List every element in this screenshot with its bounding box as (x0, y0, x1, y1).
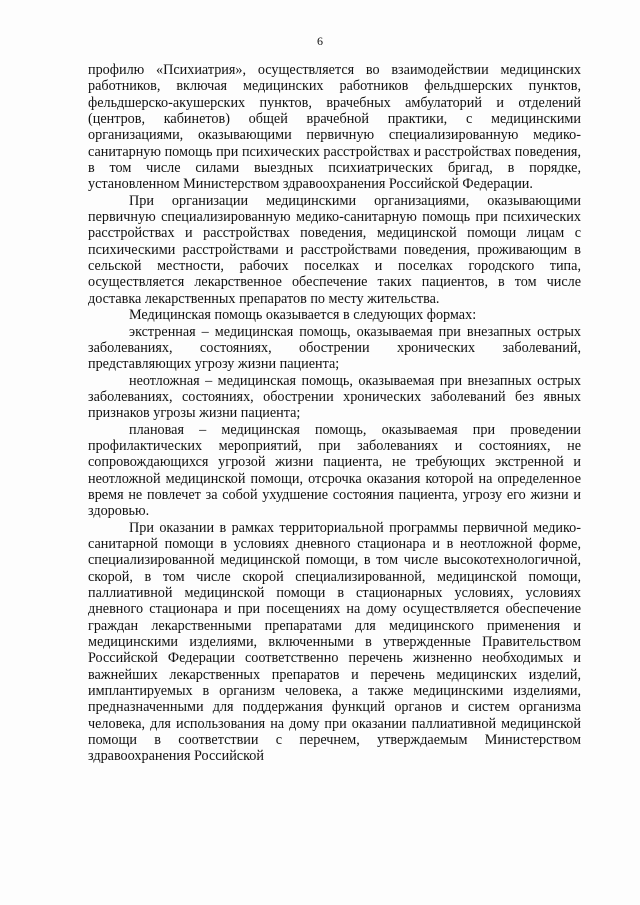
paragraph-4: экстренная – медицинская помощь, оказываемая при внезапных острых заболеваниях, состояниях, обострении хронических заболеваний, представляющих угрозу жизни пациента; (88, 323, 581, 373)
paragraph-7: При оказании в рамках территориальной программы первичной медико-санитарной помощи в условиях дневного стационара и в неотложной форме, специализированной медицинской помощи, в том числе высокотехнологичной, скорой, в том числе скорой специализированной, медицинской помощи, паллиативной медицинской помощи в стационарных условиях, условиях дневного стационара и при посещениях на дому осуществляется обеспечение граждан лекарственными препаратами для медицинского применения и медицинскими изделиями, включенными в утвержденные Правительством Российской Федерации соответственно перечень жизненно необходимых и важнейших лекарственных препаратов и перечень медицинских изделий, имплантируемых в организм человека, а также медицинскими изделиями, предназначенными для поддержания функций органов и систем организма человека, для использования на дому при оказании паллиативной медицинской помощи в соответствии с перечнем, утверждаемым Министерством здравоохранения Российской (88, 519, 581, 765)
paragraph-5: неотложная – медицинская помощь, оказываемая при внезапных острых заболеваниях, состояниях, обострении хронических заболеваний без явных признаков угрозы жизни пациента; (88, 372, 581, 422)
paragraph-2: При организации медицинскими организациями, оказывающими первичную специализированную медико-санитарную помощь при психических расстройствах и расстройствах поведения, медицинской помощи лицам с психическими расстройствами и расстройствами поведения, проживающим в сельской местности, рабочих поселках и поселках городского типа, осуществляется лекарственное обеспечение таких пациентов, в том числе доставка лекарственных препаратов по месту жительства. (88, 192, 581, 307)
paragraph-1: профилю «Психиатрия», осуществляется во взаимодействии медицинских работников, включая медицинских работников фельдшерских пунктов, фельдшерско-акушерских пунктов, врачебных амбулаторий и отделений (центров, кабинетов) общей врачебной практики, с медицинскими организациями, оказывающими первичную специализированную медико-санитарную помощь при психических расстройствах и расстройствах поведения, в том числе силами выездных психиатрических бригад, в порядке, установленном Министерством здравоохранения Российской Федерации. (88, 62, 581, 193)
page-number: 6 (317, 34, 323, 48)
paragraph-3: Медицинская помощь оказывается в следующих формах: (129, 307, 477, 324)
paragraph-6: плановая – медицинская помощь, оказываемая при проведении профилактических мероприятий, при заболеваниях и состояниях, не сопровождающихся угрозой жизни пациента, не требующих экстренной и неотложной медицинской помощи, отсрочка оказания которой на определенное время не повлечет за собой ухудшение состояния пациента, угрозу его жизни и здоровью. (88, 421, 581, 520)
document-body (88, 62, 581, 765)
